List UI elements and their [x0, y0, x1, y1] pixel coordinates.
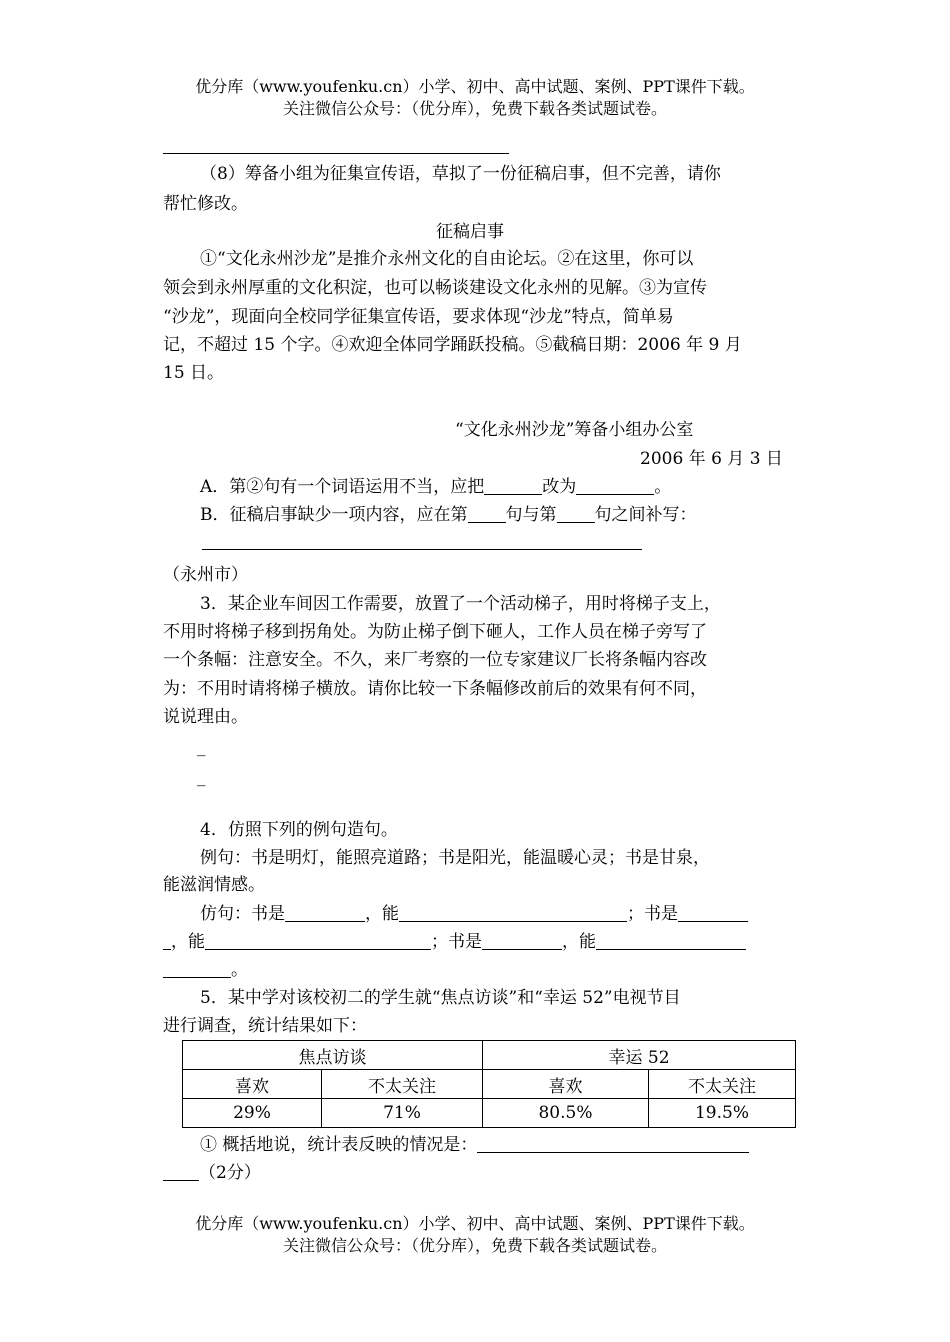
notice-body-4: 记，不超过 15 个字。④欢迎全体同学踊跃投稿。⑤截稿日期：2006 年 9 月 — [163, 335, 742, 355]
q8-option-b: B．征稿启事缺少一项内容，应在第 句与第 句之间补写： — [200, 505, 697, 525]
q5-question: ① 概括地说，统计表反映的情况是： — [200, 1131, 749, 1159]
answer-blank[interactable] — [163, 1162, 199, 1181]
table-cell: 29% — [183, 1099, 322, 1128]
table-cell: 喜欢 — [183, 1070, 322, 1099]
table-header-cell: 幸运 52 — [483, 1041, 796, 1070]
q8-source: （永州市） — [163, 565, 248, 585]
q8-intro-1: （8）筹备小组为征集宣传语，草拟了一份征稿启事，但不完善，请你 — [200, 164, 721, 184]
answer-blank[interactable] — [596, 931, 746, 950]
table-cell: 71% — [322, 1099, 483, 1128]
answer-blank[interactable] — [399, 903, 627, 922]
table-header-cell: 焦点访谈 — [183, 1041, 483, 1070]
table-row — [183, 1070, 796, 1099]
q4-imitation-1: 仿句：书是 ，能 ；书是 — [200, 900, 748, 928]
page-header-line2: 关注微信公众号：（优分库），免费下载各类试题试卷。 — [282, 99, 667, 118]
notice-body-5: 15 日。 — [163, 363, 225, 383]
table-cell: 不太关注 — [649, 1070, 796, 1099]
answer-blank[interactable] — [484, 476, 542, 495]
q8-intro-2: 帮忙修改。 — [163, 194, 248, 214]
page-footer-line1: 优分库（www.youfenku.cn）小学、初中、高中试题、案例、PPT课件下载。 — [195, 1214, 755, 1233]
q4-example-1: 例句：书是明灯，能照亮道路；书是阳光，能温暖心灵；书是甘泉， — [200, 848, 710, 868]
answer-blank[interactable] — [163, 959, 231, 978]
table-cell: 不太关注 — [322, 1070, 483, 1099]
answer-blank[interactable] — [576, 476, 654, 495]
top-rule — [163, 153, 509, 154]
notice-body-3: “沙龙”，现面向全校同学征集宣传语，要求体现“沙龙”特点，简单易 — [163, 307, 674, 327]
q4-imitation-3: 。 — [163, 956, 248, 984]
survey-table — [182, 1040, 796, 1128]
answer-blank[interactable] — [482, 931, 562, 950]
q3-line-2: 不用时将梯子移到拐角处。为防止梯子倒下砸人，工作人员在梯子旁写了 — [163, 622, 707, 642]
answer-blank[interactable] — [285, 903, 365, 922]
answer-blank[interactable] — [163, 931, 171, 950]
answer-blank[interactable] — [468, 504, 506, 523]
q4-example-2: 能滋润情感。 — [163, 875, 265, 895]
q3-line-1: 3．某企业车间因工作需要，放置了一个活动梯子，用时将梯子支上， — [200, 594, 721, 614]
table-row — [183, 1099, 796, 1128]
q5-question-2: （2分） — [163, 1159, 261, 1187]
q5-line-2: 进行调查，统计结果如下： — [163, 1016, 367, 1036]
q8-option-a: A．第②句有一个词语运用不当，应把 改为 。 — [200, 477, 672, 497]
page-header-line1: 优分库（www.youfenku.cn）小学、初中、高中试题、案例、PPT课件下载。 — [195, 77, 755, 96]
answer-blank[interactable] — [557, 504, 595, 523]
notice-title: 征稿启事 — [436, 222, 504, 242]
notice-body-1: ①“文化永州沙龙”是推介永州文化的自由论坛。②在这里，你可以 — [200, 249, 694, 269]
answer-line-b[interactable] — [202, 549, 642, 550]
q3-line-5: 说说理由。 — [163, 707, 248, 727]
q5-line-1: 5．某中学对该校初二的学生就“焦点访谈”和“幸运 52”电视节目 — [200, 988, 681, 1008]
answer-blank[interactable] — [477, 1134, 749, 1153]
table-row — [183, 1041, 796, 1070]
page-footer-line2: 关注微信公众号：（优分库），免费下载各类试题试卷。 — [282, 1236, 667, 1255]
notice-body-2: 领会到永州厚重的文化积淀，也可以畅谈建设文化永州的见解。③为宣传 — [163, 278, 707, 298]
q4-imitation-2: ，能 ；书是 ，能 — [163, 928, 746, 956]
answer-blank[interactable] — [205, 931, 431, 950]
q3-line-3: 一个条幅：注意安全。不久，来厂考察的一位专家建议厂长将条幅内容改 — [163, 650, 707, 670]
notice-date: 2006 年 6 月 3 日 — [640, 449, 783, 469]
answer-blank[interactable] — [678, 903, 748, 922]
q3-answer-dash-1[interactable]: _ — [197, 737, 206, 757]
q3-line-4: 为：不用时请将梯子横放。请你比较一下条幅修改前后的效果有何不同， — [163, 679, 707, 699]
table-cell: 喜欢 — [483, 1070, 649, 1099]
q4-title: 4．仿照下列的例句造句。 — [200, 820, 398, 840]
q3-answer-dash-2[interactable]: _ — [197, 767, 206, 787]
table-cell: 80.5% — [483, 1099, 649, 1128]
notice-signature: “文化永州沙龙”筹备小组办公室 — [455, 420, 694, 440]
table-cell: 19.5% — [649, 1099, 796, 1128]
